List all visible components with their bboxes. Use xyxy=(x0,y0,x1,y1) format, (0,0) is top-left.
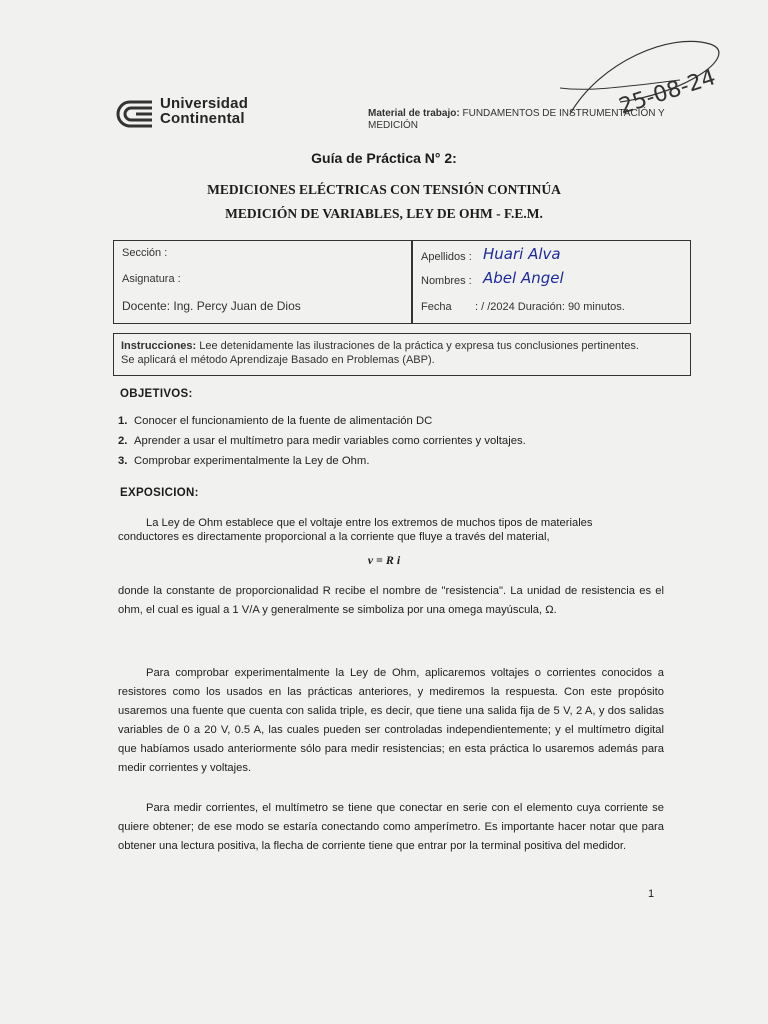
docente-label: Docente: Ing. Percy Juan de Dios xyxy=(122,299,301,313)
instructions-box xyxy=(113,333,691,376)
guide-title: Guía de Práctica N° 2: xyxy=(311,150,457,166)
paragraph-1-line-1: La Ley de Ohm establece que el voltaje entre los extremos de muchos tipos de materiales xyxy=(146,517,593,529)
paragraph-3: Para comprobar experimentalmente la Ley de Ohm, aplicaremos voltajes o corrientes conocidos a resistores como los usados en las prácticas anteriores, y mediremos la respuesta. Con este propósito usaremos una fuente que cuenta con salida triple, es decir, que tiene una salida fija de 5 V, 2 A, y dos salidas variables de 0 a 20 V, 0.5 A, las cuales pueden ser controladas independientemente; y el multímetro digital que habíamos usado anteriormente sólo para medir resistencias; en esta práctica lo usaremos además para medir corrientes y voltajes. xyxy=(118,667,664,774)
handwritten-date: 25-08-24 xyxy=(616,65,719,120)
exposition-heading: EXPOSICION: xyxy=(120,487,199,499)
paragraph-4: Para medir corrientes, el multímetro se tiene que conectar en serie con el elemento cuya corriente se quiere obtener; de ese modo se estaría conectando como amperímetro. Es importante hacer notar que para obtener una lectura positiva, la flecha de corriente tiene que entrar por la terminal positiva del medidor. xyxy=(118,802,664,852)
fecha-label: Fecha xyxy=(421,301,452,313)
objective-item xyxy=(118,415,432,427)
instructions-text-2: Se aplicará el método Aprendizaje Basado en Problemas (ABP). xyxy=(121,354,435,366)
objective-item xyxy=(118,455,369,467)
university-line1: Universidad xyxy=(160,95,249,112)
main-title-2: MEDICIÓN DE VARIABLES, LEY DE OHM - F.E.M. xyxy=(225,206,543,221)
nombres-label: Nombres : xyxy=(421,275,472,287)
asignatura-label: Asignatura : xyxy=(122,273,181,285)
fecha-value: : / /2024 Duración: 90 minutos. xyxy=(475,301,625,313)
paragraph-2: donde la constante de proporcionalidad R recibe el nombre de "resistencia". La unidad de resistencia es el ohm, el cual es igual a 1 V/A y generalmente se simboliza por una omega mayúscula, Ω. xyxy=(118,585,664,616)
main-title-1: MEDICIONES ELÉCTRICAS CON TENSIÓN CONTINÚA xyxy=(207,182,561,197)
objective-text: Comprobar experimentalmente la Ley de Ohm. xyxy=(134,455,370,467)
instructions-text-1: Lee detenidamente las ilustraciones de la práctica y expresa tus conclusiones pertinentes. xyxy=(199,340,639,352)
paragraph-1-line-2: conductores es directamente proporcional a la corriente que fluye a través del material, xyxy=(118,531,550,543)
university-name xyxy=(160,96,248,126)
objective-number: 3. xyxy=(118,455,128,467)
objectives-heading: OBJETIVOS: xyxy=(120,388,193,400)
seccion-label: Sección : xyxy=(122,247,168,259)
objective-number: 1. xyxy=(118,415,128,427)
material-label: Material de trabajo: xyxy=(368,108,460,119)
nombres-handwritten: Abel Angel xyxy=(483,269,564,287)
ohm-formula: v = R i xyxy=(367,553,401,567)
instructions-label: Instrucciones: xyxy=(121,340,197,352)
handwritten-signature-date xyxy=(560,22,768,132)
university-logo-icon xyxy=(116,98,154,130)
page-number: 1 xyxy=(648,888,655,900)
info-box-left xyxy=(113,240,412,324)
apellidos-handwritten: Huari Alva xyxy=(483,245,561,263)
objective-text: Conocer el funcionamiento de la fuente de alimentación DC xyxy=(134,415,433,427)
objective-item xyxy=(118,435,526,447)
university-line2: Continental xyxy=(160,110,245,127)
apellidos-label: Apellidos : xyxy=(421,251,472,263)
objective-text: Aprender a usar el multímetro para medir variables como corrientes y voltajes. xyxy=(134,435,526,447)
objective-number: 2. xyxy=(118,435,128,447)
info-box-right xyxy=(412,240,691,324)
material-value: FUNDAMENTOS DE INSTRUMENTACIÓN Y MEDICIÓN xyxy=(368,108,665,131)
